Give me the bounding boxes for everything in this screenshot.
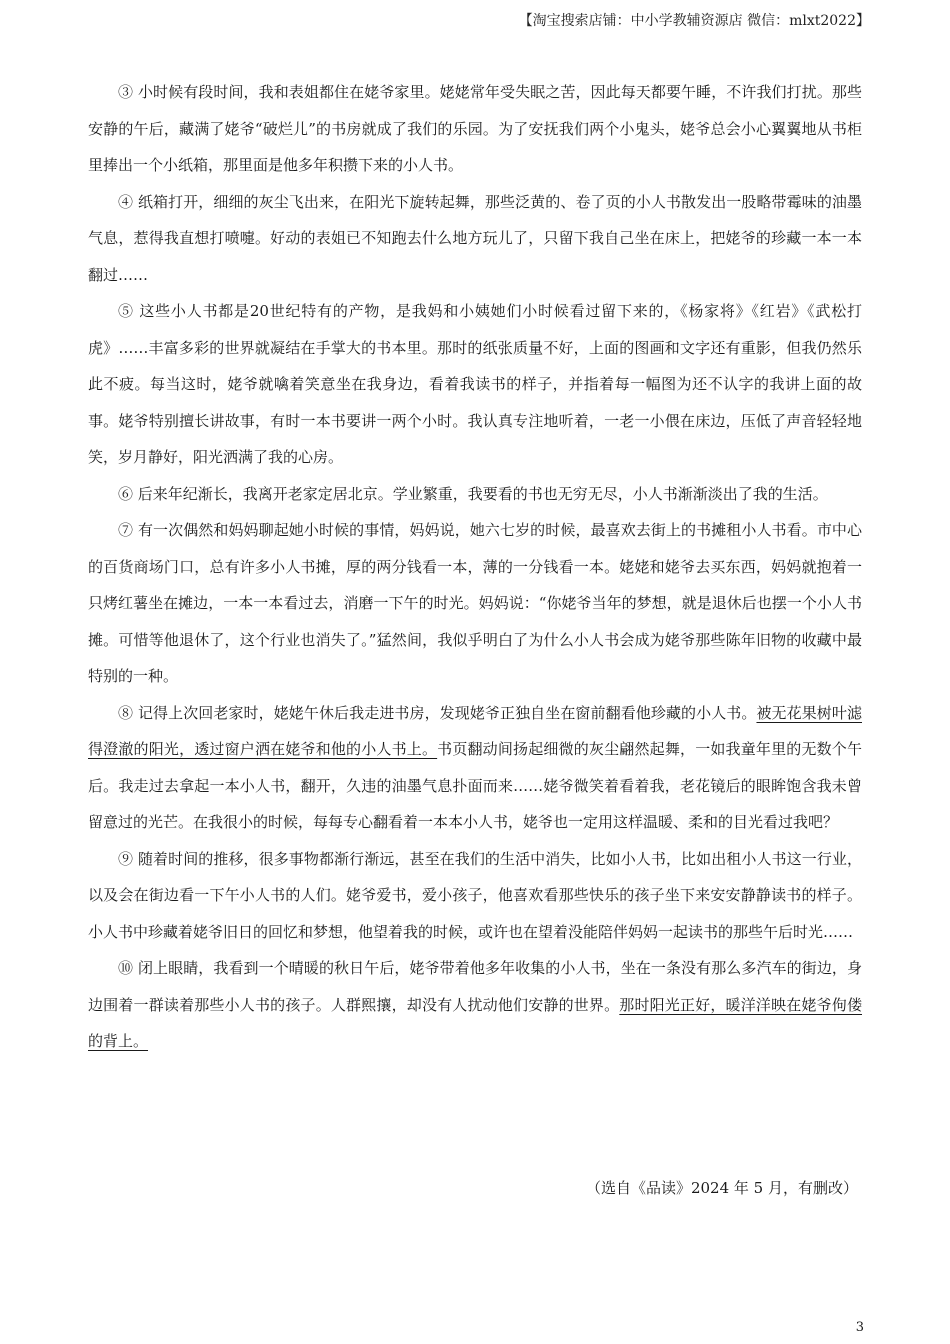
paragraph-9: ⑨ 随着时间的推移，很多事物都渐行渐远，甚至在我们的生活中消失，比如小人书，比如出租小人书这一行业，以及会在街边看一下午小人书的人们。姥爷爱书，爱小孩子，他喜欢看那些快乐的孩子坐下来安安静静读书的样子。小人书中珍藏着姥爷旧日的回忆和梦想，他望着我的时候，或许也在望着没能陪伴妈妈一起读书的那些午后时光…… bbox=[88, 849, 862, 941]
paragraph-6: ⑥ 后来年纪渐长，我离开老家定居北京。学业繁重，我要看的书也无穷无尽，小人书渐渐淡出了我的生活。 bbox=[118, 484, 828, 503]
source-citation: （选自《品读》2024 年 5 月，有删改） bbox=[585, 1179, 858, 1197]
paragraph-10-underlined-sentence: 那时阳光正好，暖洋洋映在姥爷佝偻的背上。 bbox=[88, 995, 862, 1050]
paragraph-8-start: ⑧ 记得上次回老家时，姥姥午休后我走进书房，发现姥爷正独自坐在窗前翻看他珍藏的小人书。 bbox=[118, 703, 757, 722]
paragraph-7: ⑦ 有一次偶然和妈妈聊起她小时候的事情，妈妈说，她六七岁的时候，最喜欢去街上的书摊租小人书看。市中心的百货商场门口，总有许多小人书摊，厚的两分钱看一本，薄的一分钱看一本。姥姥和姥爷去买东西，妈妈就抱着一只烤红薯坐在摊边，一本一本看过去，消磨一下午的时光。妈妈说：“你姥爷当年的梦想，就是退休后也摆一个小人书摊。可惜等他退休了，这个行业也消失了。”猛然间，我似乎明白了为什么小人书会成为姥爷那些陈年旧物的收藏中最特别的一种。 bbox=[88, 521, 862, 685]
article-body bbox=[88, 74, 862, 1060]
paragraph-5: ⑤ 这些小人书都是20世纪特有的产物，是我妈和小姨她们小时候看过留下来的，《杨家将》《红岩》《武松打虎》……丰富多彩的世界就凝结在手掌大的书本里。那时的纸张质量不好，上面的图画和文字还有重影，但我仍然乐此不疲。每当这时，姥爷就噙着笑意坐在我身边，看着我读书的样子，并指着每一幅图为还不认字的我讲上面的故事。姥爷特别擅长讲故事，有时一本书要讲一两个小时。我认真专注地听着，一老一小偎在床边，压低了声音轻轻地笑，岁月静好，阳光洒满了我的心房。 bbox=[88, 302, 862, 466]
paragraph-8 bbox=[88, 695, 862, 841]
paragraph-8-end: 书页翻动间扬起细微的灰尘翩然起舞，一如我童年里的无数个午后。我走过去拿起一本小人书，翻开，久违的油墨气息扑面而来……姥爷微笑着看着我，老花镜后的眼眸饱含我未曾留意过的光芒。在我很小的时候，每每专心翻看着一本本小人书，姥爷也一定用这样温暖、柔和的目光看过我吧？ bbox=[88, 740, 862, 831]
paragraph-10 bbox=[88, 950, 862, 1060]
page-number: 3 bbox=[855, 1320, 864, 1335]
paragraph-10-start: ⑩ 闭上眼睛，我看到一个晴暖的秋日午后，姥爷带着他多年收集的小人书，坐在一条没有那么多汽车的街边，身边围着一群读着那些小人书的孩子。人群熙攘，却没有人扰动他们安静的世界。 bbox=[88, 959, 862, 1014]
paragraph-4: ④ 纸箱打开，细细的灰尘飞出来，在阳光下旋转起舞，那些泛黄的、卷了页的小人书散发出一股略带霉味的油墨气息，惹得我直想打喷嚏。好动的表姐已不知跑去什么地方玩儿了，只留下我自己坐在床上，把姥爷的珍藏一本一本翻过…… bbox=[88, 192, 862, 284]
paragraph-3: ③ 小时候有段时间，我和表姐都住在姥爷家里。姥姥常年受失眠之苦，因此每天都要午睡，不许我们打扰。那些安静的午后，藏满了姥爷“破烂儿”的书房就成了我们的乐园。为了安抚我们两个小鬼头，姥爷总会小心翼翼地从书柜里捧出一个小纸箱，那里面是他多年积攒下来的小人书。 bbox=[88, 83, 862, 174]
page-header: 【淘宝搜索店铺：中小学教辅资源店 微信：mlxt2022】 bbox=[518, 13, 870, 29]
paragraph-8-underlined-sentence: 被无花果树叶滤得澄澈的阳光，透过窗户洒在姥爷和他的小人书上。 bbox=[88, 703, 862, 758]
